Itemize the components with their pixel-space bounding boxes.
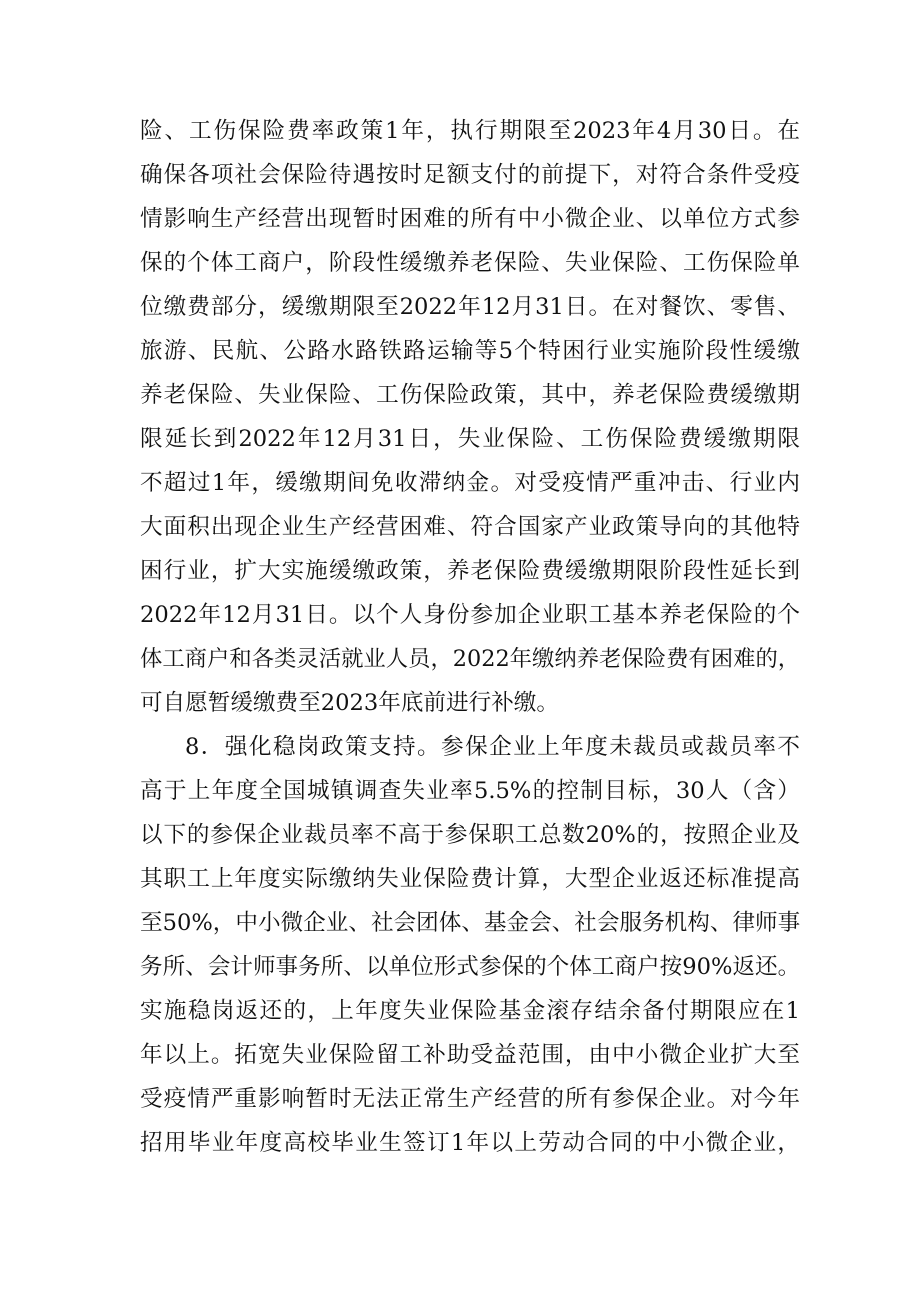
text-line: 困行业，扩大实施缓缴政策，养老保险费缓缴期限阶段性延长到 <box>140 558 800 584</box>
text-line: 招用毕业年度高校毕业生签订1年以上劳动合同的中小微企业， <box>140 1130 800 1156</box>
text-line: 受疫情严重影响暂时无法正常生产经营的所有参保企业。对今年 <box>140 1086 800 1112</box>
text-line: 险、工伤保险费率政策1年，执行期限至2023年4月30日。在 <box>140 118 800 144</box>
text-line: 8．强化稳岗政策支持。参保企业上年度未裁员或裁员率不 <box>185 734 800 760</box>
text-line: 位缴费部分，缓缴期限至2022年12月31日。在对餐饮、零售、 <box>140 294 800 320</box>
text-line: 不超过1年，缓缴期间免收滞纳金。对受疫情严重冲击、行业内 <box>140 470 800 496</box>
text-line: 情影响生产经营出现暂时困难的所有中小微企业、以单位方式参 <box>140 206 800 232</box>
text-line: 大面积出现企业生产经营困难、符合国家产业政策导向的其他特 <box>140 514 800 540</box>
text-line: 2022年12月31日。以个人身份参加企业职工基本养老保险的个 <box>140 602 800 628</box>
text-line: 年以上。拓宽失业保险留工补助受益范围，由中小微企业扩大至 <box>140 1042 800 1068</box>
text-line: 其职工上年度实际缴纳失业保险费计算，大型企业返还标准提高 <box>140 866 800 892</box>
text-line: 体工商户和各类灵活就业人员，2022年缴纳养老保险费有困难的， <box>140 646 801 672</box>
text-line: 养老保险、失业保险、工伤保险政策，其中，养老保险费缓缴期 <box>140 382 800 408</box>
text-line: 以下的参保企业裁员率不高于参保职工总数20%的，按照企业及 <box>140 822 800 848</box>
text-line: 确保各项社会保险待遇按时足额支付的前提下，对符合条件受疫 <box>140 162 800 188</box>
text-line: 至50%，中小微企业、社会团体、基金会、社会服务机构、律师事 <box>140 910 801 936</box>
text-line: 保的个体工商户，阶段性缓缴养老保险、失业保险、工伤保险单 <box>140 250 800 276</box>
text-line: 旅游、民航、公路水路铁路运输等5个特困行业实施阶段性缓缴 <box>140 338 800 364</box>
text-line: 务所、会计师事务所、以单位形式参保的个体工商户按90%返还。 <box>140 954 801 980</box>
text-line: 高于上年度全国城镇调查失业率5.5%的控制目标，30人（含） <box>140 778 800 804</box>
text-line: 限延长到2022年12月31日，失业保险、工伤保险费缓缴期限 <box>140 426 800 452</box>
text-line: 实施稳岗返还的，上年度失业保险基金滚存结余备付期限应在1 <box>140 998 800 1024</box>
text-line: 可自愿暂缓缴费至2023年底前进行补缴。 <box>140 690 559 716</box>
